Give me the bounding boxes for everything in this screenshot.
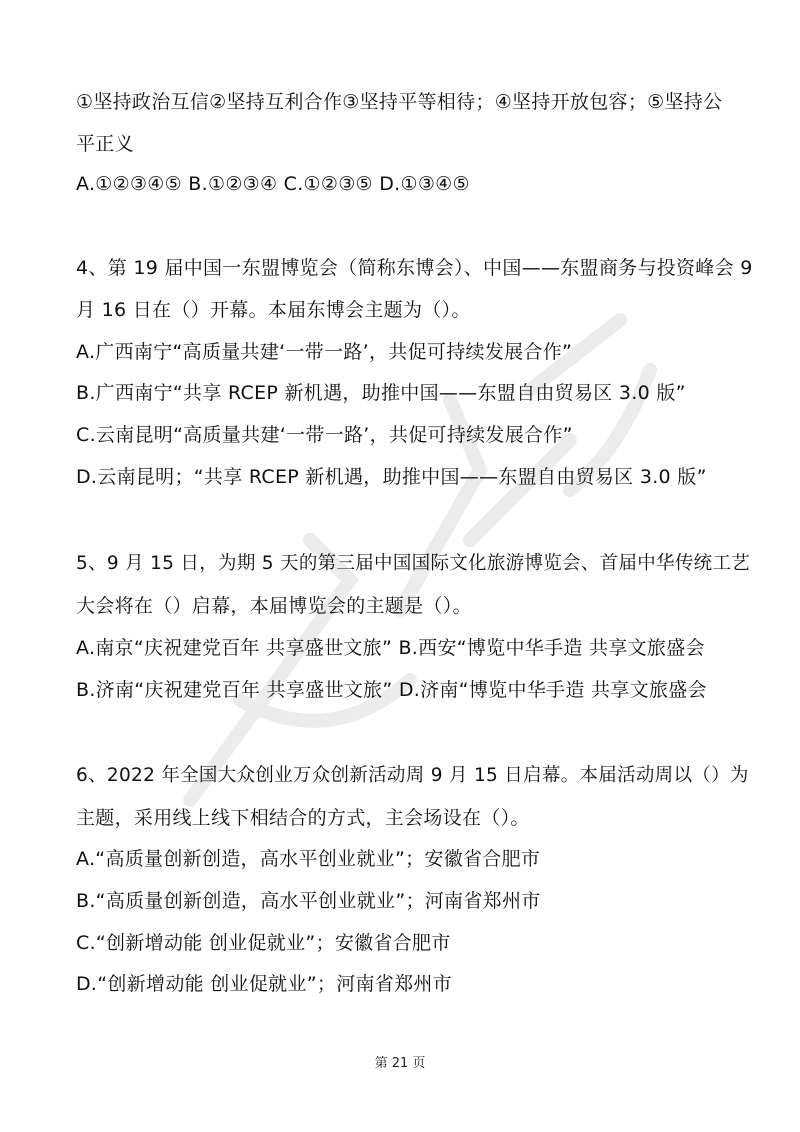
q4-option-c: C.云南昆明“高质量共建‘一带一路’，共促可持续发展合作” — [76, 424, 573, 446]
q4-stem-line-2: 月 16 日在（）开幕。本届东博会主题为（）。 — [76, 299, 471, 321]
q3-statements-line-1: ①坚持政治互信②坚持互利合作③坚持平等相待；④坚持开放包容；⑤坚持公 — [76, 91, 723, 113]
page-number: 第 21 页 — [374, 1056, 426, 1071]
q6-option-c: C.“创新增动能 创业促就业”；安徽省合肥市 — [76, 932, 451, 954]
q5-stem-line-2: 大会将在（）启幕，本届博览会的主题是（）。 — [76, 595, 472, 617]
q5-options-row-1: A.南京“庆祝建党百年 共享盛世文旅” B.西安“博览中华手造 共享文旅盛会 — [76, 637, 705, 659]
q6-stem-line-2: 主题，采用线上线下相结合的方式，主会场设在（）。 — [76, 807, 530, 829]
q4-option-b: B.广西南宁“共享 RCEP 新机遇，助推中国——东盟自由贸易区 3.0 版” — [76, 382, 686, 404]
q6-option-a: A.“高质量创新创造，高水平创业就业”；安徽省合肥市 — [76, 848, 541, 870]
q3-options: A.①②③④⑤ B.①②③④ C.①②③⑤ D.①③④⑤ — [76, 173, 470, 195]
q6-option-d: D.“创新增动能 创业促就业”；河南省郑州市 — [76, 973, 452, 995]
q6-stem-line-1: 6、2022 年全国大众创业万众创新活动周 9 月 15 日启幕。本届活动周以（）为 — [76, 765, 749, 786]
q4-stem-line-1: 4、第 19 届中国一东盟博览会（简称东博会）、中国——东盟商务与投资峰会 9 — [76, 257, 753, 279]
q4-option-a: A.广西南宁“高质量共建‘一带一路’，共促可持续发展合作” — [76, 341, 573, 363]
q3-statements-line-2: 平正义 — [76, 133, 134, 155]
q5-stem-line-1: 5、9 月 15 日，为期 5 天的第三届中国国际文化旅游博览会、首届中华传统工艺 — [76, 553, 751, 574]
q5-options-row-2: B.济南“庆祝建党百年 共享盛世文旅” D.济南“博览中华手造 共享文旅盛会 — [76, 679, 707, 701]
q6-option-b: B.“高质量创新创造，高水平创业就业”；河南省郑州市 — [76, 890, 541, 912]
q4-option-d: D.云南昆明；“共享 RCEP 新机遇，助推中国——东盟自由贸易区 3.0 版” — [76, 466, 707, 488]
